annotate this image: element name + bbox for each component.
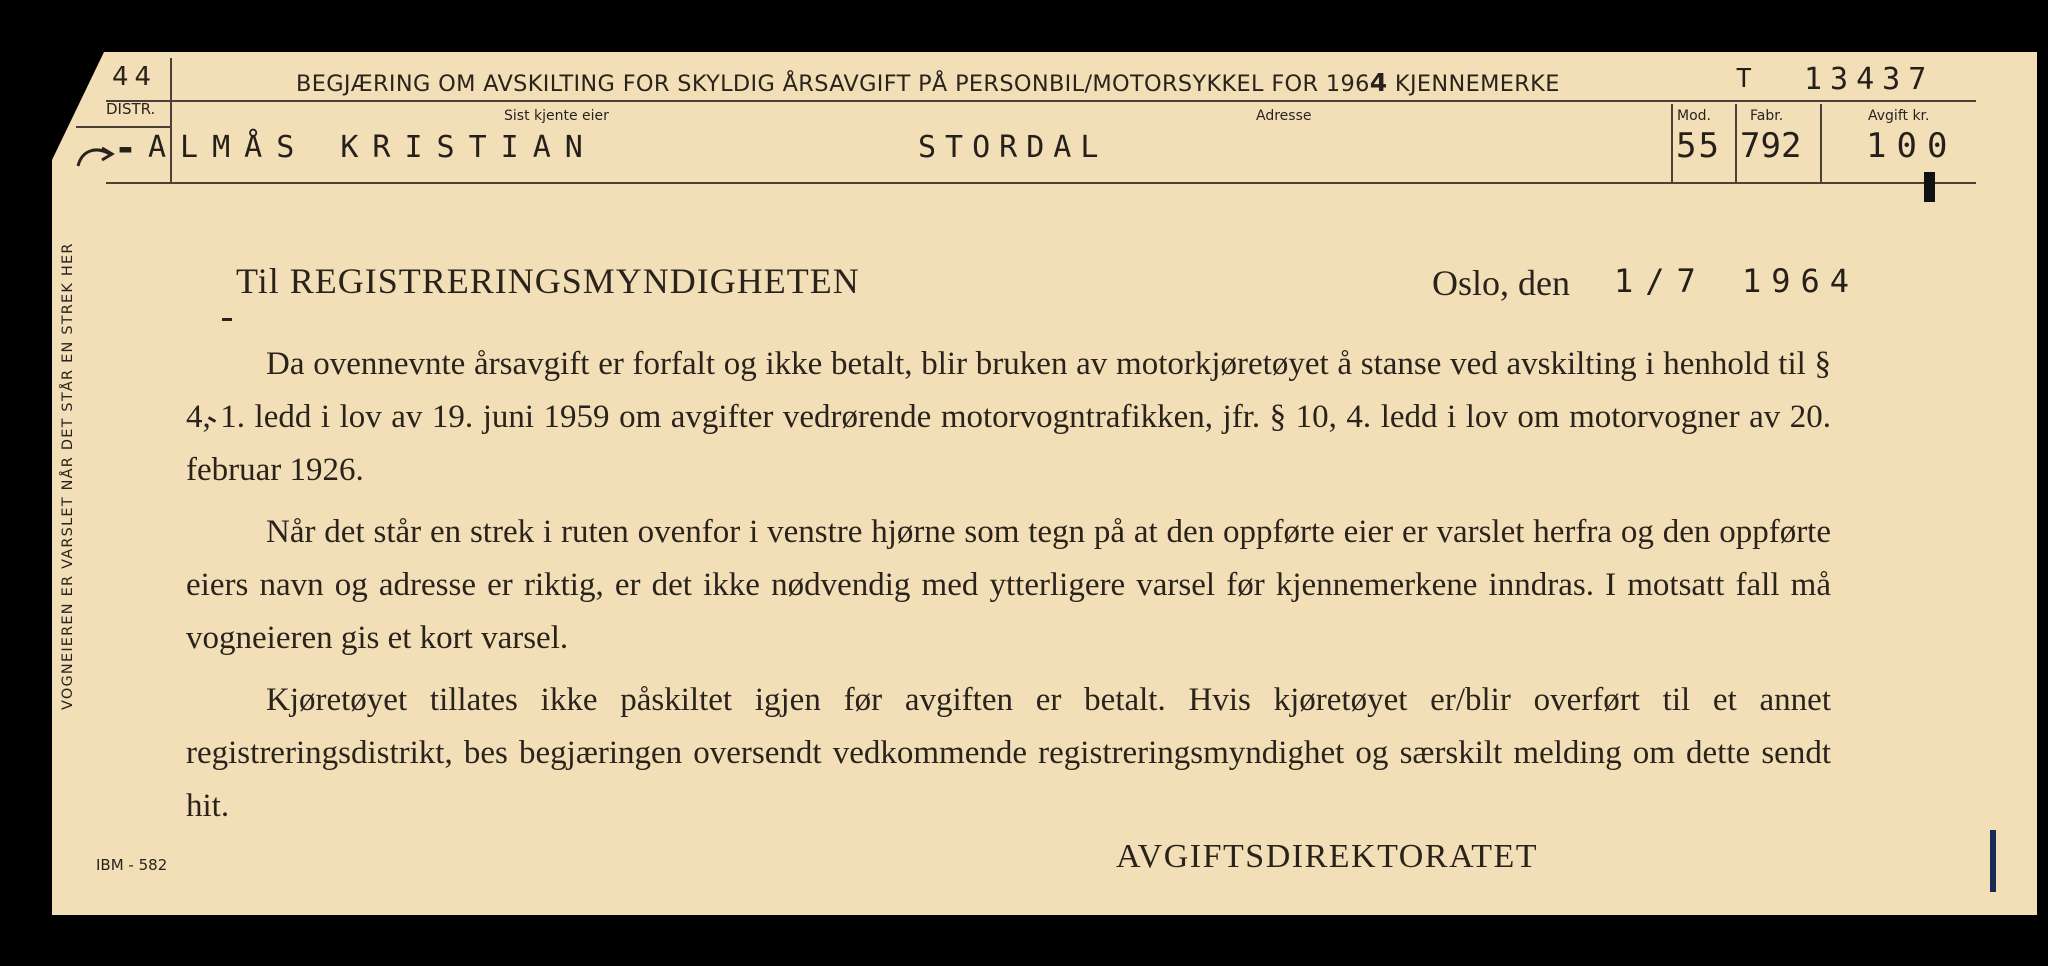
header-top-rule: [106, 100, 1976, 102]
avgift-col-left-rule: [1820, 104, 1822, 184]
letter-paragraph-2: Når det står en strek i ruten ovenfor i venstre hjørne som tegn på at den oppførte eier er varslet herfra og den oppførte eiers navn og adresse er riktig, er det ikke nødvendig med ytterligere varsel før kjennemerkene inndras. I motsatt fall må vogneieren gis et kort varsel.: [186, 514, 1831, 656]
header-title-text: BEGJÆRING OM AVSKILTING FOR SKYLDIG ÅRSAVGIFT PÅ PERSONBIL/MOTORSYKKEL FOR 196: [296, 71, 1370, 97]
letter-paragraph-1: Da ovennevnte årsavgift er forfalt og ikke betalt, blir bruken av motorkjøretøyet å stanse ved avskilting i henhold til § 4, 1. ledd i lov av 19. juni 1959 om avgifter vedrørende motorvogntrafikken, jfr. § 10, 4. ledd i lov om motorvogner av 20. februar 1926.: [186, 346, 1831, 488]
record-dash-mark: -: [114, 126, 137, 170]
owner-address: STORDAL: [918, 130, 1108, 165]
col-avgift-label: Avgift kr.: [1868, 108, 1930, 124]
date-day-month: 1/7: [1614, 262, 1708, 300]
signature: AVGIFTSDIREKTORATET: [1116, 838, 1539, 875]
mod-col-left-rule: [1671, 104, 1673, 184]
district-number: 44: [112, 62, 158, 92]
header-title: [296, 68, 1560, 97]
side-notice: VOGNEIEREN ER VARSLET NÅR DET STÅR EN STREK HER: [60, 242, 76, 710]
col-mod-label: Mod.: [1677, 108, 1711, 124]
col-address-label: Adresse: [1256, 108, 1312, 124]
model-year: 55: [1676, 126, 1721, 166]
owner-name: ALMÅS KRISTIAN: [148, 130, 597, 165]
avgift-tick-mark: [1924, 172, 1935, 202]
right-edge-mark: [1990, 830, 1996, 892]
col-fabr-label: Fabr.: [1750, 108, 1784, 124]
date-year: 1964: [1742, 262, 1860, 300]
form-code: IBM - 582: [96, 856, 168, 874]
letter-paragraph-3: Kjøretøyet tillates ikke påskiltet igjen før avgiften er betalt. Hvis kjøretøyet er/blir overført til et annet registreringsdistrikt, bes begjæringen oversendt vedkommende registreringsmyndighet og særskilt melding om dette sendt hit.: [186, 682, 1831, 824]
kjennemerke-letter: T: [1736, 64, 1752, 94]
header-kjennemerke-label: KJENNEMERKE: [1394, 71, 1560, 97]
hand-arrow-icon: [74, 140, 118, 170]
avgift-amount: 100: [1866, 126, 1958, 166]
district-box-right-rule: [170, 58, 172, 184]
kjennemerke-number: 13437: [1804, 62, 1935, 97]
header-year-digit: 4: [1369, 68, 1388, 97]
col-owner-label: Sist kjente eier: [504, 108, 609, 124]
margin-mark: [222, 318, 232, 321]
place-date-prefix: Oslo, den: [1432, 263, 1570, 303]
fabr-col-left-rule: [1735, 104, 1737, 184]
fabr-number: 792: [1740, 126, 1802, 166]
district-label: DISTR.: [106, 100, 156, 118]
letter-recipient: Til REGISTRERINGSMYNDIGHETEN: [236, 261, 860, 301]
header-bottom-rule: [106, 182, 1976, 184]
